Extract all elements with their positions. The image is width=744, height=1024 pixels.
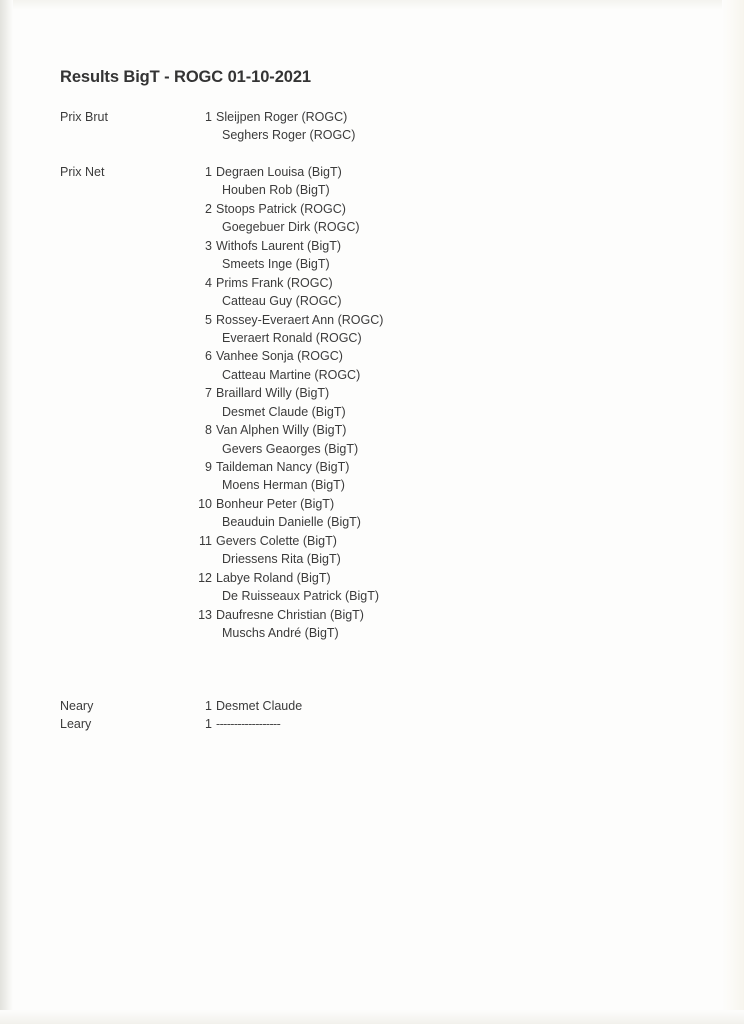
entry-rank: 2 xyxy=(205,201,212,216)
entry-name: Seghers Roger (ROGC) xyxy=(222,128,356,143)
entry-name: Driessens Rita (BigT) xyxy=(222,552,341,567)
entry-name: Degraen Louisa (BigT) xyxy=(216,165,342,179)
result-entry xyxy=(150,626,383,644)
entry-blank-placeholder: ------------------ xyxy=(216,717,281,731)
results-list xyxy=(150,717,280,735)
entry-name: Desmet Claude xyxy=(216,699,303,713)
entry-name: Smeets Inge (BigT) xyxy=(222,257,330,272)
page-title: Results BigT - ROGC 01-10-2021 xyxy=(60,68,311,86)
result-entry xyxy=(150,294,383,312)
section-label: Prix Net xyxy=(60,165,105,179)
result-entry xyxy=(150,478,383,496)
entry-rank: 1 xyxy=(205,717,212,731)
entry-rank: 13 xyxy=(198,607,212,622)
results-list xyxy=(150,165,383,644)
entry-name: Gevers Colette (BigT) xyxy=(216,533,337,548)
entry-rank: 4 xyxy=(205,275,212,290)
result-entry xyxy=(150,368,383,386)
entry-name: Goegebuer Dirk (ROGC) xyxy=(222,220,360,235)
entry-rank: 1 xyxy=(205,165,212,179)
result-entry xyxy=(150,515,383,533)
entry-name: Everaert Ronald (ROGC) xyxy=(222,330,362,345)
result-entry xyxy=(150,534,383,552)
result-entry xyxy=(150,717,280,735)
result-entry xyxy=(150,110,355,128)
result-entry xyxy=(150,571,383,589)
result-entry xyxy=(150,608,383,626)
results-list xyxy=(150,110,355,147)
result-entry xyxy=(150,349,383,367)
result-entry xyxy=(150,220,383,238)
entry-name: Rossey-Everaert Ann (ROGC) xyxy=(216,312,384,327)
entry-rank: 8 xyxy=(205,423,212,438)
entry-name: Daufresne Christian (BigT) xyxy=(216,607,364,622)
result-entry xyxy=(150,460,383,478)
result-entry xyxy=(150,183,383,201)
entry-name: Beauduin Danielle (BigT) xyxy=(222,515,361,530)
result-entry xyxy=(150,405,383,423)
result-entry xyxy=(150,589,383,607)
result-entry xyxy=(150,202,383,220)
entry-name: Braillard Willy (BigT) xyxy=(216,386,330,401)
results-list xyxy=(150,699,302,717)
entry-name: Moens Herman (BigT) xyxy=(222,478,345,493)
result-entry xyxy=(150,699,302,717)
entry-name: Van Alphen Willy (BigT) xyxy=(216,423,347,438)
entry-rank: 7 xyxy=(205,386,212,401)
entry-rank: 10 xyxy=(198,496,212,511)
entry-rank: 1 xyxy=(205,699,212,713)
result-entry xyxy=(150,331,383,349)
section-label: Neary xyxy=(60,699,94,713)
entry-name: De Ruisseaux Patrick (BigT) xyxy=(222,589,379,604)
entry-rank: 5 xyxy=(205,312,212,327)
entry-name: Stoops Patrick (ROGC) xyxy=(216,201,346,216)
section-label: Prix Brut xyxy=(60,110,108,124)
entry-rank: 9 xyxy=(205,460,212,474)
result-entry xyxy=(150,423,383,441)
result-entry xyxy=(150,128,355,146)
result-entry xyxy=(150,497,383,515)
result-entry xyxy=(150,386,383,404)
result-entry xyxy=(150,313,383,331)
entry-name: Taildeman Nancy (BigT) xyxy=(216,460,350,474)
entry-name: Prims Frank (ROGC) xyxy=(216,275,333,290)
result-entry xyxy=(150,165,383,183)
result-entry xyxy=(150,552,383,570)
entry-name: Houben Rob (BigT) xyxy=(222,183,330,198)
entry-rank: 3 xyxy=(205,238,212,253)
entry-name: Sleijpen Roger (ROGC) xyxy=(216,110,348,124)
entry-name: Catteau Martine (ROGC) xyxy=(222,367,361,382)
entry-name: Vanhee Sonja (ROGC) xyxy=(216,349,343,364)
result-entry xyxy=(150,257,383,275)
entry-rank: 1 xyxy=(205,110,212,124)
entry-name: Withofs Laurent (BigT) xyxy=(216,238,342,253)
entry-name: Gevers Geaorges (BigT) xyxy=(222,441,359,456)
result-entry xyxy=(150,442,383,460)
entry-name: Labye Roland (BigT) xyxy=(216,570,331,585)
entry-name: Desmet Claude (BigT) xyxy=(222,404,346,419)
entry-rank: 12 xyxy=(198,570,212,585)
entry-rank: 11 xyxy=(199,533,212,548)
entry-name: Bonheur Peter (BigT) xyxy=(216,496,335,511)
section-label: Leary xyxy=(60,717,92,731)
entry-rank: 6 xyxy=(205,349,212,364)
entry-name: Muschs André (BigT) xyxy=(222,625,339,640)
result-entry xyxy=(150,276,383,294)
result-entry xyxy=(150,239,383,257)
entry-name: Catteau Guy (ROGC) xyxy=(222,294,342,309)
